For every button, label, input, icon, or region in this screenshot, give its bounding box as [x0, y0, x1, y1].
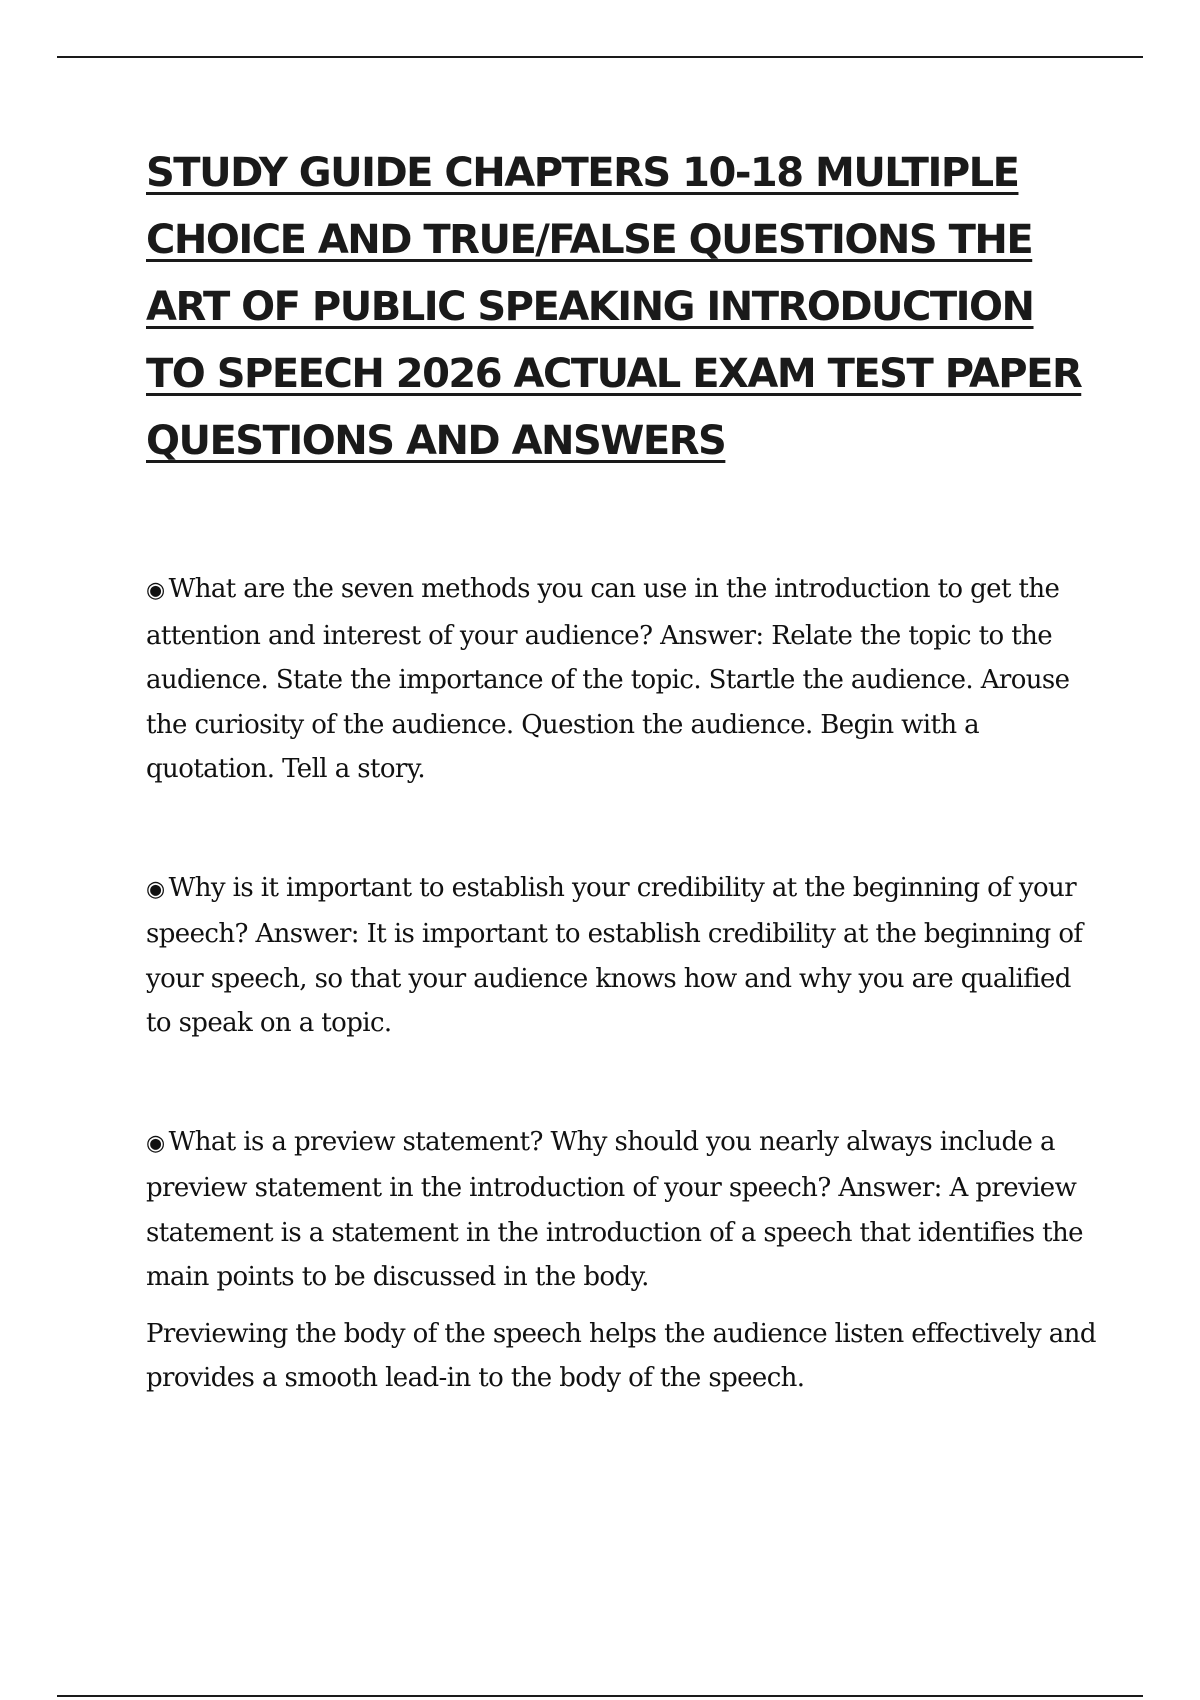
radio-bullet-icon: ◉ — [146, 876, 165, 902]
top-rule — [57, 56, 1143, 58]
qa-item — [146, 1120, 1096, 1300]
qa-item — [146, 866, 1096, 1046]
radio-bullet-icon: ◉ — [146, 578, 165, 603]
answer-continuation: Previewing the body of the speech helps the audience listen effectively and provides a smooth lead-in to the body of the speech. — [146, 1318, 1096, 1393]
qa-item — [146, 567, 1096, 792]
qa-text: What is a preview statement? Why should you nearly always include a preview statement in the introduction of your speech? Answer: A preview statement is a statement in the introduction of a speech that identifies the main points to be discussed in the body. — [146, 1126, 1083, 1292]
page-content — [146, 140, 1096, 1401]
qa-text: Why is it important to establish your credibility at the beginning of your speech? Answer: It is important to establish credibility at the beginning of your speech, so that your audience knows how and why you are qualified to speak on a topic. — [146, 872, 1083, 1038]
document-title: STUDY GUIDE CHAPTERS 10-18 MULTIPLE CHOICE AND TRUE/FALSE QUESTIONS THE ART OF PUBLIC SPEAKING INTRODUCTION TO SPEECH 2026 ACTUAL EXAM TEST PAPER QUESTIONS AND ANSWERS — [146, 150, 1082, 464]
radio-bullet-icon: ◉ — [146, 1130, 165, 1156]
qa-list — [146, 567, 1096, 1401]
bottom-rule — [57, 1695, 1143, 1697]
qa-text: What are the seven methods you can use in the introduction to get the attention and interest of your audience? Answer: Relate the topic to the audience. State the importance of the topic. Startle the audience. Arouse the curiosity of the audience. Question the audience. Begin with a quotation. Tell a story. — [146, 574, 1070, 784]
